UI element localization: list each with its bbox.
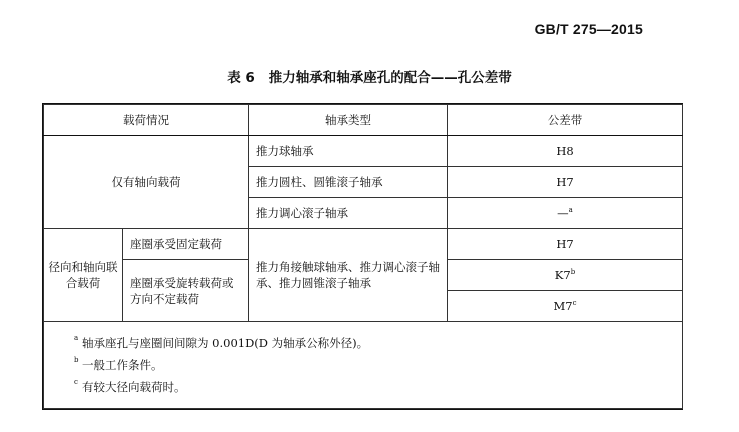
footnote-mark: b — [74, 356, 79, 364]
footnote-mark: c — [74, 378, 78, 386]
group-axial-load: 仅有轴向载荷 — [44, 136, 249, 229]
table-row — [44, 229, 683, 260]
footnote-mark: a — [568, 206, 573, 215]
tolerance-cell — [448, 229, 683, 260]
footnote — [44, 354, 682, 376]
tolerance-cell — [448, 260, 683, 291]
tolerance-value: — — [557, 206, 569, 220]
table-row — [44, 136, 683, 167]
tolerance-value: H8 — [556, 144, 574, 158]
table-title — [0, 66, 739, 86]
standard-code: GB/T 275—2015 — [534, 21, 643, 37]
table-title-text: 推力轴承和轴承座孔的配合——孔公差带 — [268, 70, 512, 86]
tolerance-value: H7 — [556, 175, 574, 189]
footnote-mark: b — [570, 268, 576, 277]
tolerance-cell — [448, 291, 683, 322]
tolerance-cell — [448, 198, 683, 229]
tolerance-cell — [448, 136, 683, 167]
footnote-text: 轴承座孔与座圈间间隙为 0.001D(D 为轴承公称外径)。 — [82, 336, 369, 350]
combined-bearing-type-cell: 推力角接触球轴承、推力调心滚子轴承、推力圆锥滚子轴承 — [249, 229, 448, 322]
tolerance-value: K7 — [554, 268, 571, 282]
footnote-text: 一般工作条件。 — [82, 358, 163, 372]
bearing-type-cell: 推力圆柱、圆锥滚子轴承 — [249, 167, 448, 198]
footnote-mark: a — [74, 334, 79, 342]
tolerance-cell — [448, 167, 683, 198]
table-number: 表 6 — [227, 70, 255, 86]
tolerance-value: M7 — [553, 299, 573, 313]
footnote-mark: c — [572, 299, 577, 308]
header-load: 载荷情况 — [44, 105, 249, 136]
tolerance-table — [42, 103, 683, 410]
footnote — [44, 376, 682, 398]
table-header-row — [44, 105, 683, 136]
group-combined-load: 径向和轴向联合载荷 — [44, 229, 123, 322]
load-condition-cell: 座圈承受旋转载荷或方向不定载荷 — [123, 260, 249, 322]
table-notes — [44, 322, 683, 409]
footnote — [44, 332, 682, 354]
load-condition-cell: 座圈承受固定载荷 — [123, 229, 249, 260]
table-notes-row — [44, 322, 683, 409]
header-bearing-type: 轴承类型 — [249, 105, 448, 136]
bearing-type-cell: 推力球轴承 — [249, 136, 448, 167]
bearing-type-cell: 推力调心滚子轴承 — [249, 198, 448, 229]
header-tolerance: 公差带 — [448, 105, 683, 136]
footnote-text: 有较大径向载荷时。 — [82, 380, 186, 394]
tolerance-value: H7 — [556, 237, 574, 251]
